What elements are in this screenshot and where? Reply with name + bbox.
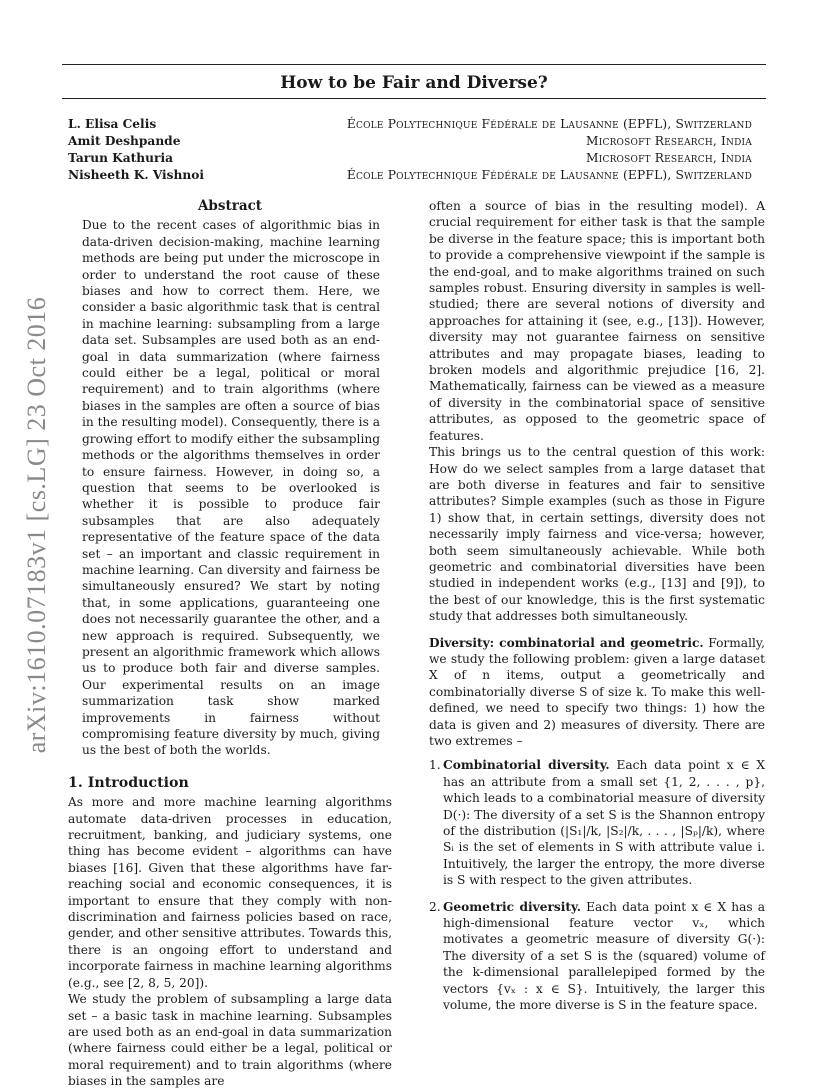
paragraph-heading: Diversity: combinatorial and geometric. xyxy=(429,635,704,650)
abstract-heading: Abstract xyxy=(197,198,263,214)
author-affiliation: Microsoft Research, India xyxy=(586,151,752,165)
author-name: Tarun Kathuria xyxy=(68,151,173,165)
author-name: Amit Deshpande xyxy=(68,134,181,148)
title-rule-top xyxy=(62,64,766,65)
author-row xyxy=(68,116,752,133)
intro-paragraph: We study the problem of subsampling a large data set – a basic task in machine learning. Subsamples are used both as an end-goal in data summarization (where fairness could either be a legal, political or moral requirement) and to train algorithms (where biases in the samples are xyxy=(68,992,392,1089)
intro-paragraph: As more and more machine learning algorithms automate data-driven processes in education, recruitment, banking, and judiciary systems, one thing has become evident – algorithms can have biases [16]. Given that these algorithms have far-reaching social and economic consequences, it is important to ensure that they comply with non-discrimination and fairness policies based on race, gender, and other sensitive attributes. Towards this, there is an ongoing effort to understand and incorporate fairness in machine learning algorithms (e.g., see [2, 8, 5, 20]). xyxy=(68,795,392,990)
body-paragraph: often a source of bias in the resulting model). A crucial requirement for either task is that the sample be diverse in the feature space; this is important both to provide a comprehensive viewpoint if the sample is the end-goal, and to make algorithms trained on such samples robust. Ensuring diversity in samples is well-studied; there are several notions of diversity and approaches for attaining it (see, e.g., [13]). However, diversity may not guarantee fairness on sensitive attributes and may propagate biases, leading to broken models and algorithmic prejudice [16, 2]. Mathematically, fairness can be viewed as a measure of diversity in the combinatorial space of sensitive attributes, as opposed to the geometric space of features. xyxy=(429,199,765,443)
list-number: 2. xyxy=(429,899,441,914)
author-name: L. Elisa Celis xyxy=(68,117,157,131)
list-text: Each data point x ∈ X has an attribute from a small set {1, 2, . . . , p}, which leads to a combinatorial measure of diversity D(·): The diversity of a set S is the Shannon entropy of the distribution (|S₁|/k, |S₂|/k, . . . , |Sₚ|/k), where Sᵢ is the set of elements in S with attribute value i. Intuitively, the larger the entropy, the more diverse is S with respect to the given attributes. xyxy=(443,758,766,888)
author-row xyxy=(68,167,752,184)
title-rule-bottom xyxy=(62,98,766,99)
list-number: 1. xyxy=(429,758,441,773)
author-row xyxy=(68,133,752,150)
body-paragraph xyxy=(429,635,765,750)
author-row xyxy=(68,150,752,167)
author-name: Nisheeth K. Vishnoi xyxy=(68,168,205,182)
left-column xyxy=(68,198,392,1090)
paragraph-text: Formally, we study the following problem: given a large dataset X of n items, output a geometrically and combinatorially diverse S of size k. To make this well-defined, we need to specify two things: 1) how the data is given and 2) measures of diversity. There are two extremes – xyxy=(429,635,766,748)
list-heading: Geometric diversity. xyxy=(443,899,581,914)
author-affiliation: École Polytechnique Fédérale de Lausanne (EPFL), Switzerland xyxy=(346,117,752,131)
author-affiliation: École Polytechnique Fédérale de Lausanne (EPFL), Switzerland xyxy=(346,168,752,182)
arxiv-stamp-text: arXiv:1610.07183v1 [cs.LG] 23 Oct 2016 xyxy=(22,296,51,754)
list-heading: Combinatorial diversity. xyxy=(443,758,610,773)
list-body xyxy=(443,899,765,1014)
right-column xyxy=(429,198,765,1024)
body-paragraph: This brings us to the central question of this work: How do we select samples from a large dataset that are both diverse in features and fair to sensitive attributes? Simple examples (such as those in Figure 1) show that, in certain settings, diversity does not necessarily imply fairness and vice-versa; however, both seem simultaneously achievable. While both geometric and combinatorial diversities have been studied in independent works (e.g., [13] and [9]), to the best of our knowledge, this is the first systematic study that addresses both simultaneously. xyxy=(429,445,765,624)
paper-title: How to be Fair and Diverse? xyxy=(280,73,548,93)
section-heading-introduction: 1. Introduction xyxy=(68,774,189,791)
arxiv-stamp xyxy=(16,290,58,760)
diversity-list xyxy=(429,757,765,1013)
list-body xyxy=(443,757,765,888)
author-affiliation: Microsoft Research, India xyxy=(586,134,752,148)
list-item xyxy=(429,757,765,888)
author-block xyxy=(68,116,752,184)
abstract-text: Due to the recent cases of algorithmic bias in data-driven decision-making, machine learning methods are being put under the microscope in order to understand the root cause of these biases and how to correct them. Here, we consider a basic algorithmic task that is central in machine learning: subsampling from a large data set. Subsamples are used both as an end-goal in data summarization (where fairness could either be a legal, political or moral requirement) and to train algorithms (where biases in the samples are often a source of bias in the resulting model). Consequently, there is a growing effort to modify either the subsampling methods or the algorithms themselves in order to ensure fairness. However, in doing so, a question that seems to be overlooked is whether it is possible to produce fair subsamples that are also adequately representative of the feature space of the data set – an important and classic requirement in machine learning. Can diversity and fairness be simultaneously ensured? We start by noting that, in some applications, guaranteeing one does not necessarily guarantee the other, and a new approach is required. Subsequently, we present an algorithmic framework which allows us to produce both fair and diverse samples. Our experimental results on an image summarization task show marked improvements in fairness without compromising feature diversity by much, giving us the best of both the worlds. xyxy=(82,218,380,758)
list-item xyxy=(429,899,765,1014)
list-text: Each data point x ∈ X has a high-dimensional feature vector vₓ, which motivates a geometric measure of diversity G(·): The diversity of a set S is the (squared) volume of the k-dimensional parallelepiped formed by the vectors {vₓ : x ∈ S}. Intuitively, the larger this volume, the more diverse is S in the feature space. xyxy=(443,899,765,1013)
